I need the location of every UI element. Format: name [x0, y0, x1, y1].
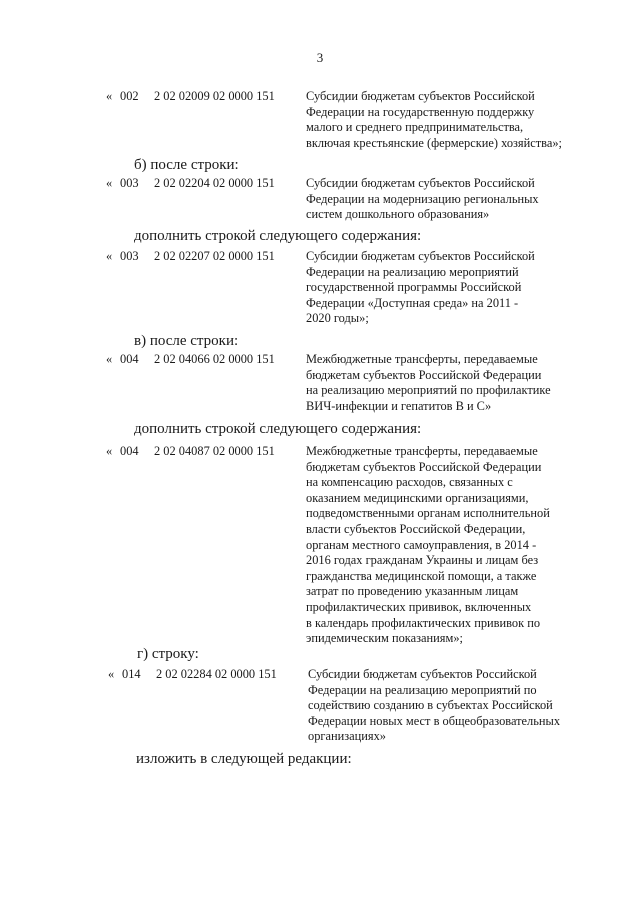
- row-description: [308, 667, 580, 745]
- budget-classification-code: 2 02 02207 02 0000 151: [154, 249, 275, 263]
- row-description: [306, 249, 578, 327]
- description-line: Субсидии бюджетам субъектов Российской: [308, 667, 537, 681]
- open-quote: «: [106, 176, 113, 190]
- admin-code: 004: [120, 352, 139, 366]
- admin-code: 003: [120, 249, 139, 263]
- description-line: Субсидии бюджетам субъектов Российской: [306, 176, 535, 190]
- description-line: 2020 годы»;: [306, 311, 369, 326]
- budget-classification-code: 2 02 02009 02 0000 151: [154, 89, 275, 103]
- open-quote: «: [106, 444, 113, 458]
- budget-classification-code: 2 02 04087 02 0000 151: [154, 444, 275, 458]
- description-line: систем дошкольного образования»: [306, 207, 490, 222]
- description-line: Субсидии бюджетам субъектов Российской: [306, 89, 535, 103]
- description-line: органам местного самоуправления, в 2014 -: [306, 537, 537, 552]
- section-heading-add: дополнить строкой следующего содержания:: [134, 421, 422, 437]
- description-line: бюджетам субъектов Российской Федерации: [306, 459, 542, 474]
- description-line: на реализацию мероприятий по профилактике: [306, 383, 551, 398]
- description-line: профилактических прививок, включенных: [306, 599, 532, 614]
- section-heading-replace: изложить в следующей редакции:: [136, 751, 352, 767]
- description-line: на компенсацию расходов, связанных с: [306, 475, 513, 490]
- description-line: Межбюджетные трансферты, передаваемые: [306, 352, 538, 366]
- admin-code: 004: [120, 444, 139, 458]
- description-line: Межбюджетные трансферты, передаваемые: [306, 444, 538, 458]
- row-description: [306, 176, 578, 223]
- description-line: затрат по проведению указанным лицам: [306, 584, 519, 599]
- admin-code: 002: [120, 89, 139, 103]
- open-quote: «: [106, 89, 113, 103]
- open-quote: «: [108, 667, 115, 681]
- section-heading-v: в) после строки:: [134, 333, 239, 349]
- description-line: Федерации новых мест в общеобразовательных: [308, 713, 561, 728]
- row-description: [306, 444, 578, 647]
- admin-code: 003: [120, 176, 139, 190]
- description-line: власти субъектов Российской Федерации,: [306, 521, 526, 536]
- description-line: содействию созданию в субъектах Российской: [308, 698, 553, 713]
- description-line: организациях»: [308, 729, 386, 744]
- description-line: Федерации «Доступная среда» на 2011 -: [306, 295, 519, 310]
- description-line: Федерации на государственную поддержку: [306, 104, 535, 119]
- description-line: бюджетам субъектов Российской Федерации: [306, 367, 542, 382]
- description-line: Субсидии бюджетам субъектов Российской: [306, 249, 535, 263]
- section-heading-add: дополнить строкой следующего содержания:: [134, 228, 422, 244]
- budget-classification-code: 2 02 02284 02 0000 151: [156, 667, 277, 681]
- open-quote: «: [106, 249, 113, 263]
- description-line: Федерации на реализацию мероприятий по: [308, 682, 537, 697]
- admin-code: 014: [122, 667, 141, 681]
- description-line: 2016 годах гражданам Украины и лицам без: [306, 553, 539, 568]
- description-line: оказанием медицинскими организациями,: [306, 490, 529, 505]
- row-description: [306, 89, 578, 151]
- section-heading-g: г) строку:: [137, 646, 199, 662]
- description-line: гражданства медицинской помощи, а также: [306, 568, 537, 583]
- description-line: в календарь профилактических прививок по: [306, 615, 541, 630]
- description-line: эпидемическим показаниям»;: [306, 631, 463, 646]
- section-heading-b: б) после строки:: [134, 157, 239, 173]
- description-line: малого и среднего предпринимательства,: [306, 120, 524, 135]
- description-line: подведомственными органам исполнительной: [306, 506, 550, 521]
- open-quote: «: [106, 352, 113, 366]
- description-line: Федерации на реализацию мероприятий: [306, 264, 519, 279]
- page-number: 3: [316, 50, 324, 65]
- row-description: [306, 352, 578, 414]
- description-line: государственной программы Российской: [306, 280, 522, 295]
- budget-classification-code: 2 02 02204 02 0000 151: [154, 176, 275, 190]
- description-line: ВИЧ-инфекции и гепатитов B и C»: [306, 398, 492, 413]
- description-line: Федерации на модернизацию региональных: [306, 191, 539, 206]
- description-line: включая крестьянские (фермерские) хозяйства»;: [306, 135, 562, 150]
- budget-classification-code: 2 02 04066 02 0000 151: [154, 352, 275, 366]
